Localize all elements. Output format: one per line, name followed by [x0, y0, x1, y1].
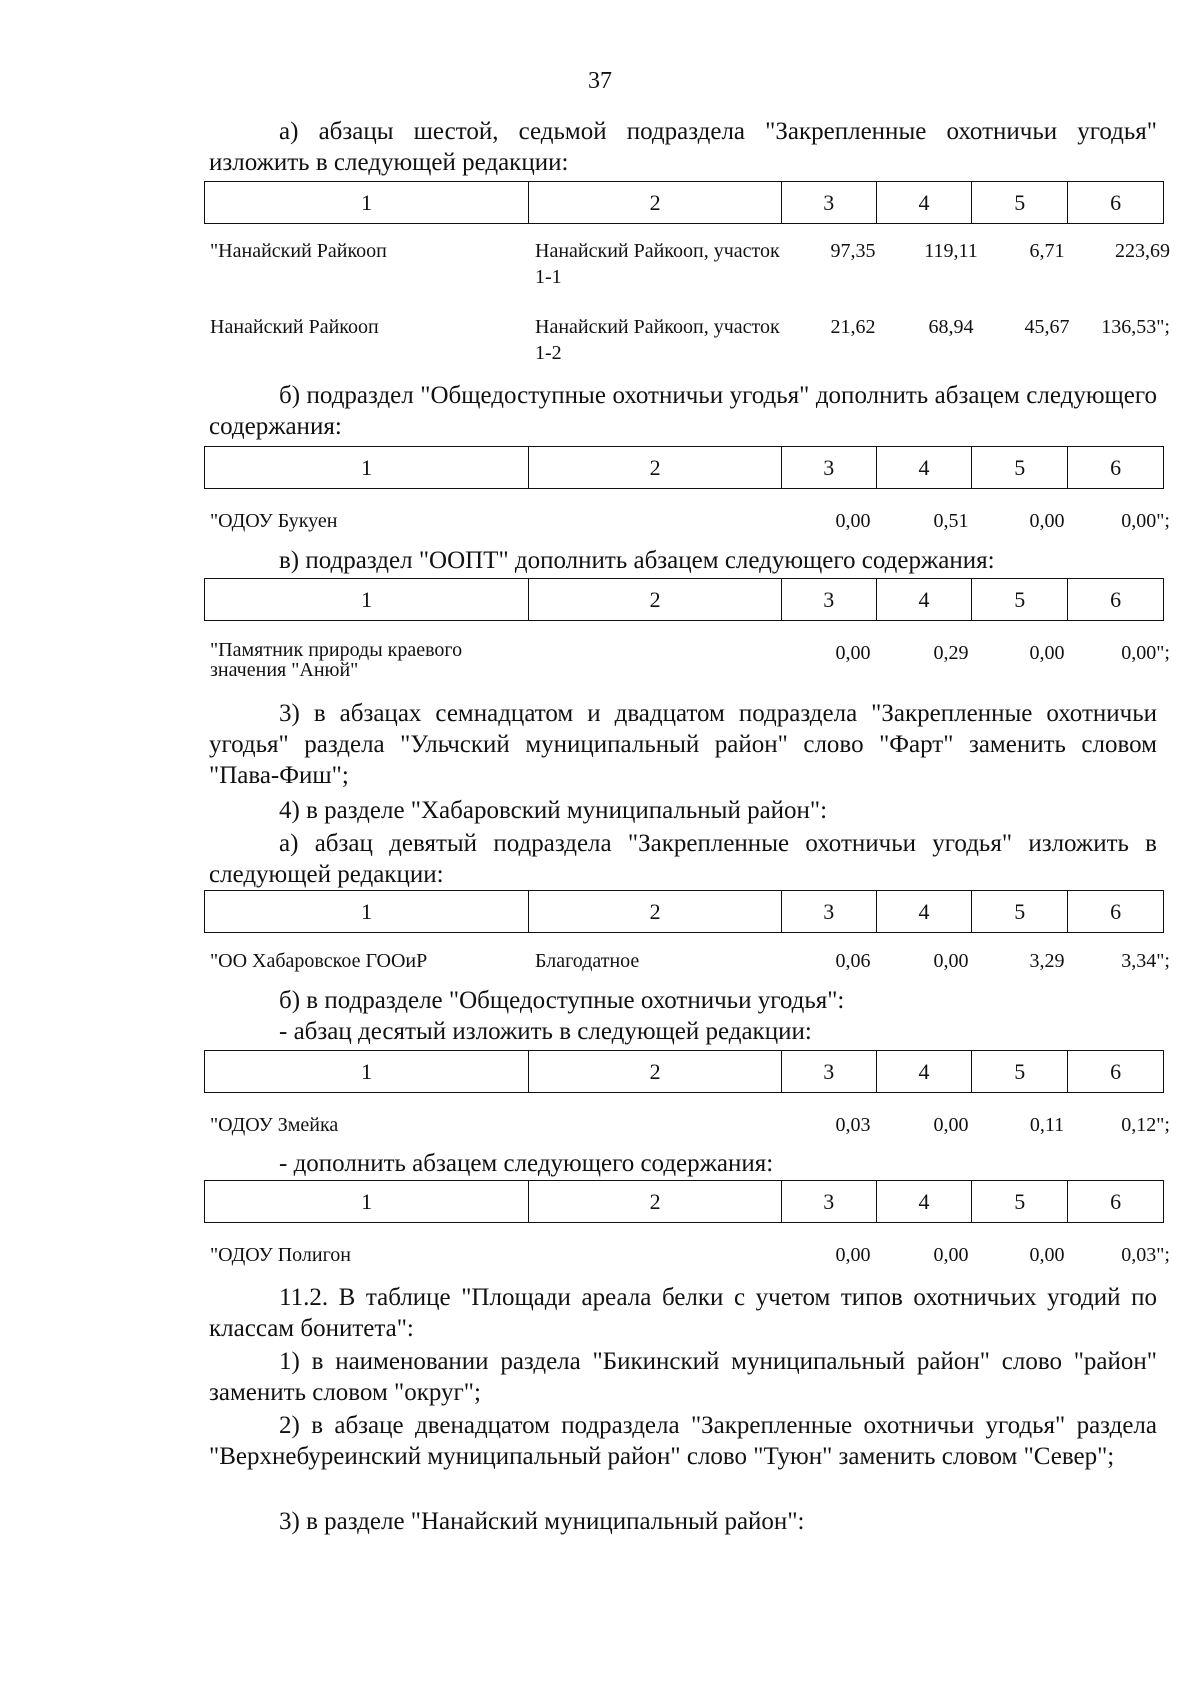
cell-value-5: 0,00 [1029, 510, 1065, 532]
header-col-6: 6 [1110, 586, 1122, 612]
cell-value-6: 223,69 [1115, 240, 1170, 262]
header-col-5: 5 [972, 447, 1068, 488]
header-col-6: 6 [1110, 1058, 1122, 1084]
cell-name: "ОО Хабаровское ГООиР [210, 950, 428, 972]
cell-name: "Нанайский Райкооп [210, 240, 387, 262]
header-col-4: 4 [877, 1181, 973, 1222]
header-col-2: 2 [529, 182, 781, 223]
cell-value-6: 0,03"; [1121, 1244, 1170, 1266]
cell-name: "ОДОУ Змейка [210, 1114, 339, 1136]
paragraph-v-intro: в) подраздел "ООПТ" дополнить абзацем следующего содержания: [279, 547, 995, 574]
paragraph-11-2: 11.2. В таблице "Площади ареала белки с учетом типов охотничьих угодий по классам бонитета": [209, 1284, 1157, 1342]
header-col-4: 4 [877, 579, 973, 620]
header-col-3: 3 [782, 579, 877, 620]
table-4-header [204, 890, 1164, 933]
cell-value-3: 0,00 [835, 1244, 871, 1266]
header-col-5: 5 [972, 579, 1068, 620]
header-col-6: 6 [1110, 1188, 1122, 1214]
header-col-1: 1 [205, 1051, 529, 1092]
cell-value-3: 21,62 [830, 316, 876, 338]
header-col-5: 5 [972, 1051, 1068, 1092]
cell-name: "ОДОУ Полигон [210, 1244, 352, 1266]
paragraph-3: 3) в абзацах семнадцатом и двадцатом подраздела "Закрепленные охотничьи угодья" раздела "Ульчский муниципальный район" слово "Фарт" заменить словом "Пава-Фиш"; [209, 700, 1157, 789]
header-col-1: 1 [205, 1181, 529, 1222]
paragraph-11-2-3: 3) в разделе "Нанайский муниципальный район": [279, 1508, 805, 1535]
header-col-2: 2 [529, 579, 781, 620]
cell-value-5: 3,29 [1029, 950, 1065, 972]
cell-value-6: 0,00"; [1121, 510, 1170, 532]
paragraph-11-2-1: 1) в наименовании раздела "Бикинский муниципальный район" слово "район" заменить словом "округ"; [209, 1348, 1157, 1406]
header-col-2: 2 [529, 891, 781, 932]
cell-value-3: 0,00 [835, 510, 871, 532]
paragraph-4: 4) в разделе "Хабаровский муниципальный район": [279, 797, 828, 824]
cell-name: Нанайский Райкооп [210, 316, 379, 338]
cell-value-4: 0,51 [933, 510, 969, 532]
cell-value-3: 0,03 [835, 1114, 871, 1136]
header-col-5: 5 [972, 182, 1068, 223]
table-3-header [204, 578, 1164, 621]
paragraph-4b-1: - абзац десятый изложить в следующей редакции: [279, 1018, 812, 1045]
header-col-3: 3 [782, 891, 877, 932]
cell-area: Благодатное [535, 950, 640, 972]
header-col-4: 4 [877, 1051, 973, 1092]
header-col-6: 6 [1110, 454, 1122, 480]
header-col-1: 1 [205, 182, 529, 223]
paragraph-4b-2: - дополнить абзацем следующего содержания: [279, 1150, 774, 1177]
table-6-header [204, 1180, 1164, 1223]
header-col-1: 1 [205, 579, 529, 620]
cell-value-4: 0,00 [933, 1114, 969, 1136]
header-col-1: 1 [205, 447, 529, 488]
cell-value-6: 136,53"; [1101, 316, 1170, 338]
cell-value-4: 119,11 [924, 240, 978, 262]
header-col-5: 5 [972, 891, 1068, 932]
paragraph-4b: б) в подразделе "Общедоступные охотничьи угодья": [279, 987, 845, 1014]
cell-value-4: 0,00 [933, 950, 969, 972]
cell-value-5: 45,67 [1024, 316, 1070, 338]
cell-value-5: 0,11 [1029, 1114, 1065, 1136]
cell-value-6: 3,34"; [1121, 950, 1170, 972]
cell-value-3: 97,35 [830, 240, 876, 262]
header-col-3: 3 [782, 1181, 877, 1222]
header-col-2: 2 [529, 1051, 781, 1092]
cell-value-5: 0,00 [1029, 1244, 1065, 1266]
cell-value-4: 68,94 [928, 316, 974, 338]
page-number: 37 [588, 68, 612, 94]
paragraph-4a: а) абзац девятый подраздела "Закрепленные охотничьи угодья" изложить в следующей редакции: [209, 830, 1157, 888]
paragraph-b-intro: б) подраздел "Общедоступные охотничьи угодья" дополнить абзацем следующего содержания: [209, 382, 1157, 440]
cell-value-4: 0,29 [933, 642, 969, 664]
header-col-2: 2 [529, 447, 781, 488]
header-col-2: 2 [529, 1181, 781, 1222]
header-col-6: 6 [1110, 189, 1122, 215]
table-1-header [204, 181, 1164, 224]
cell-value-3: 0,00 [835, 642, 871, 664]
cell-value-6: 0,12"; [1121, 1114, 1170, 1136]
cell-value-5: 0,00 [1029, 642, 1065, 664]
header-col-6: 6 [1110, 898, 1122, 924]
header-col-3: 3 [782, 182, 877, 223]
cell-area: Нанайский Райкооп, участок 1-1 [535, 240, 780, 288]
cell-name: "Памятник природы краевого значения "Анюй" [210, 639, 463, 681]
cell-value-6: 0,00"; [1121, 642, 1170, 664]
header-col-1: 1 [205, 891, 529, 932]
header-col-3: 3 [782, 447, 877, 488]
header-col-4: 4 [877, 182, 973, 223]
table-5-header [204, 1050, 1164, 1093]
header-col-4: 4 [877, 891, 973, 932]
cell-name: "ОДОУ Букуен [210, 510, 338, 532]
header-col-3: 3 [782, 1051, 877, 1092]
cell-value-5: 6,71 [1029, 240, 1065, 262]
paragraph-a-intro: а) абзацы шестой, седьмой подраздела "Закрепленные охотничьи угодья" изложить в следующей редакции: [209, 118, 1157, 176]
paragraph-11-2-2: 2) в абзаце двенадцатом подраздела "Закрепленные охотничьи угодья" раздела "Верхнебуреинский муниципальный район" слово "Туюн" заменить словом "Север"; [209, 1412, 1157, 1470]
header-col-5: 5 [972, 1181, 1068, 1222]
table-2-header [204, 446, 1164, 489]
cell-value-3: 0,06 [835, 950, 871, 972]
cell-value-4: 0,00 [933, 1244, 969, 1266]
cell-area: Нанайский Райкооп, участок 1-2 [535, 316, 780, 364]
header-col-4: 4 [877, 447, 973, 488]
